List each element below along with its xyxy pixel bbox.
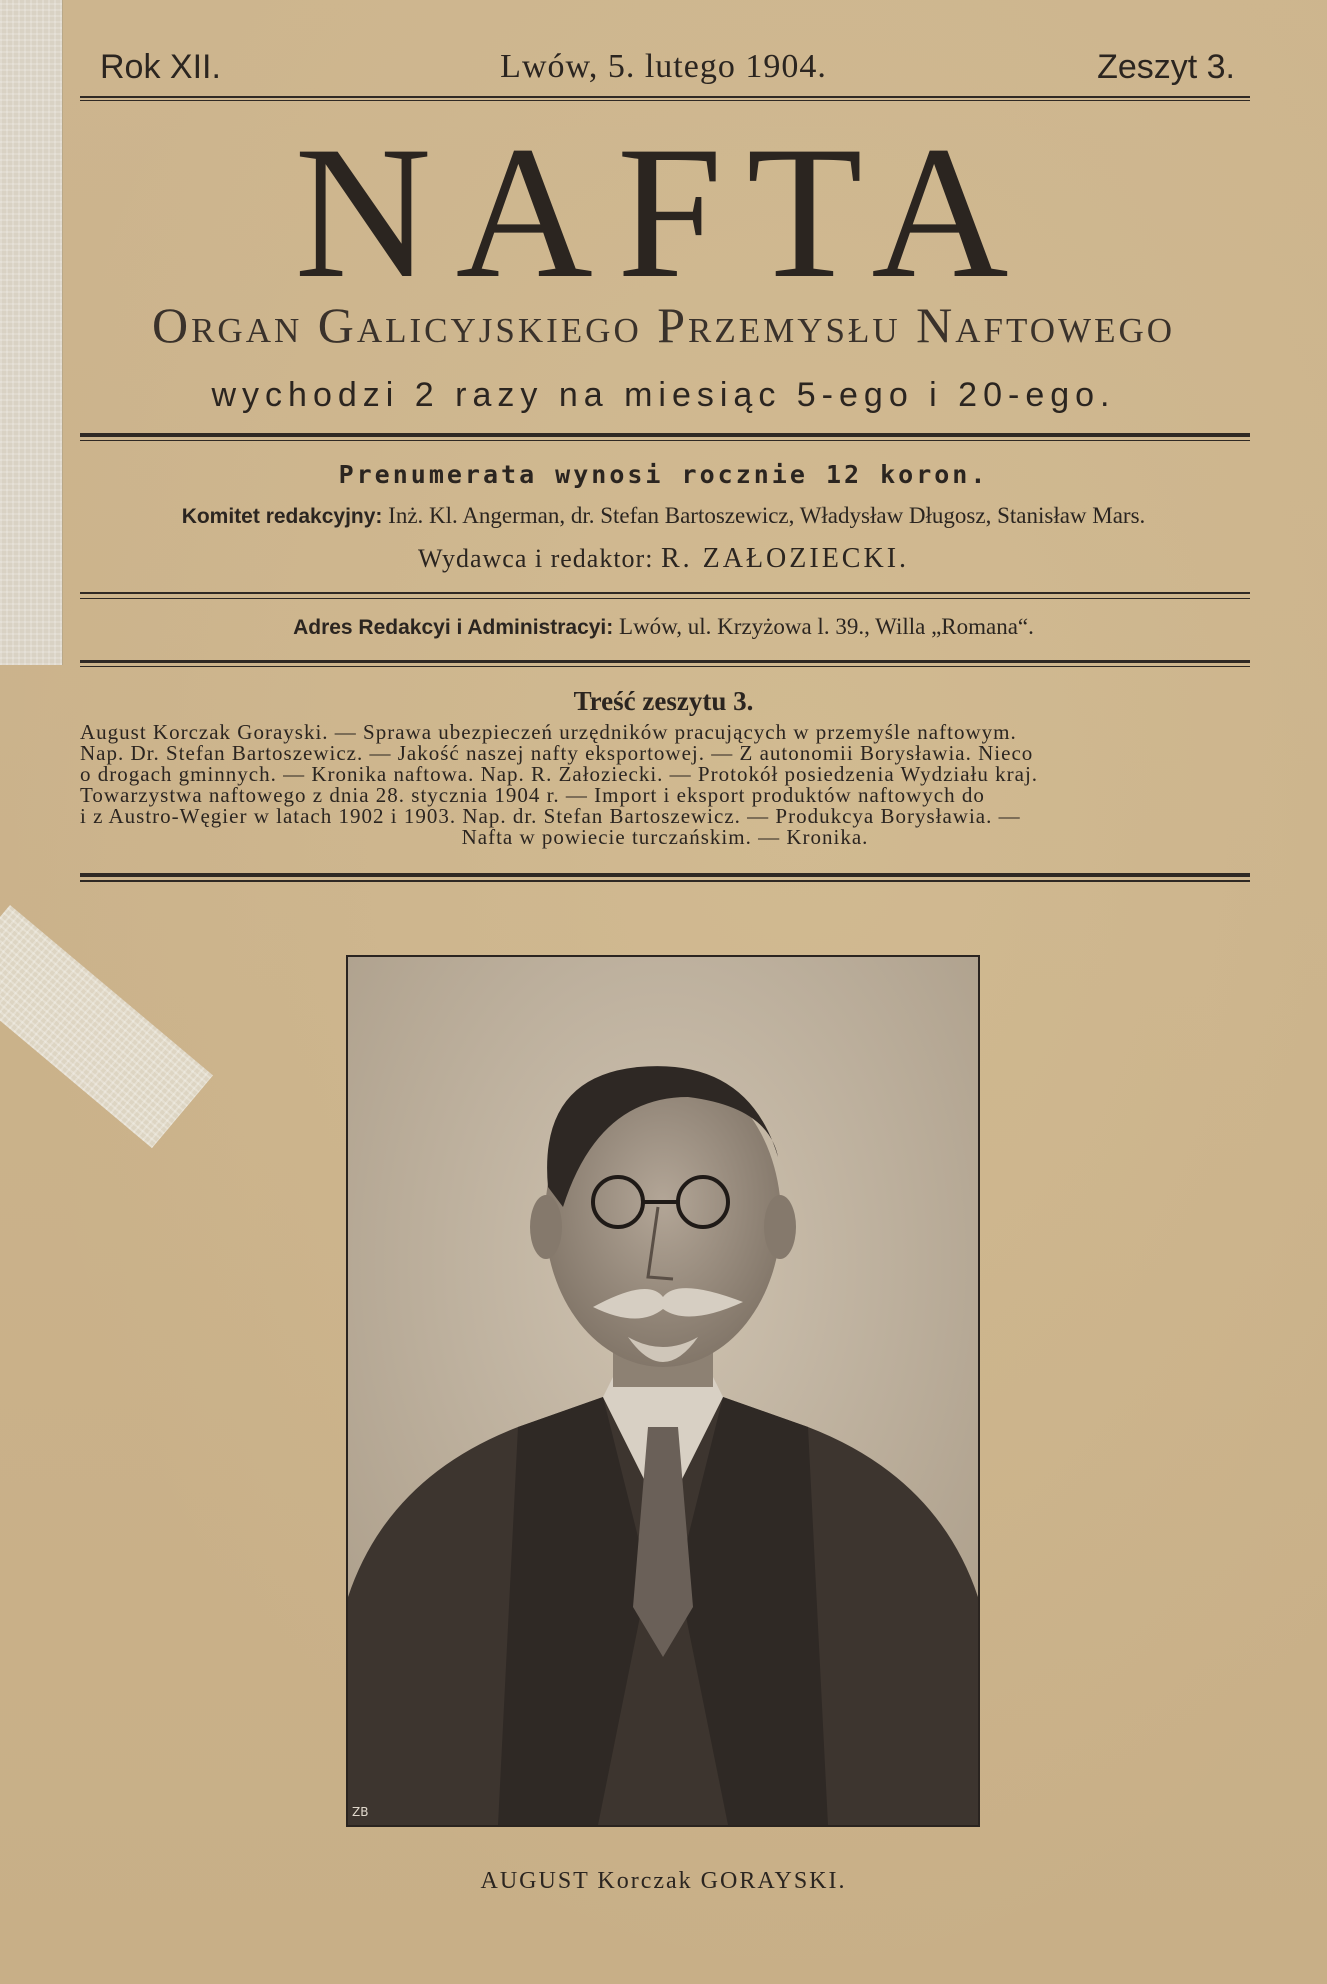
place-date: Lwów, 5. lutego 1904. — [500, 48, 827, 85]
issue-label: Zeszyt 3. — [1097, 48, 1235, 86]
publisher-label: Wydawca i redaktor: — [417, 544, 654, 573]
portrait-photo — [346, 955, 980, 1827]
masthead-title: NAFTA — [294, 108, 1033, 318]
publisher-name: R. ZAŁOZIECKI. — [660, 543, 910, 574]
contents-title: Treść zeszytu 3. — [573, 686, 754, 716]
volume-label: Rok XII. — [100, 48, 221, 86]
masthead-subtitle: Organ Galicyjskiego Przemysłu Naftowego — [151, 297, 1176, 353]
address-label: Adres Redakcyi i Administracyi: — [293, 616, 614, 639]
contents-line: August Korczak Gorayski. — Sprawa ubezpieczeń urzędników pracujących w przemyśle naftowym. — [80, 720, 1017, 744]
masthead-rule — [80, 433, 1250, 437]
publisher-rule-thin — [80, 598, 1250, 599]
masthead-rule-thin — [80, 440, 1250, 441]
contents-list — [80, 722, 1250, 848]
contents-line: o drogach gminnych. — Kronika naftowa. Nap. R. Załoziecki. — Protokół posiedzenia Wydziału kraj. — [80, 762, 1039, 786]
header-rule-thin — [80, 100, 1250, 101]
address-line — [0, 614, 1327, 640]
photographer-monogram: ZB — [352, 1805, 369, 1819]
committee-label: Komitet redakcyjny: — [181, 505, 383, 528]
publisher-rule — [80, 592, 1250, 594]
committee-line — [0, 503, 1327, 529]
publication-schedule: wychodzi 2 razy na miesiąc 5-ego i 20-ego. — [211, 376, 1116, 414]
contents-rule — [80, 873, 1250, 877]
contents-line: Nap. Dr. Stefan Bartoszewicz. — Jakość naszej nafty eksportowej. — Z autonomii Borysławia. Nieco — [80, 741, 1034, 765]
header-rule — [80, 96, 1250, 98]
tape-strip — [0, 905, 213, 1148]
contents-rule-thin — [80, 880, 1250, 882]
subscription-note: Prenumerata wynosi rocznie 12 koron. — [338, 460, 989, 489]
address-rule — [80, 660, 1250, 663]
committee-members: Inż. Kl. Angerman, dr. Stefan Bartoszewicz, Władysław Długosz, Stanisław Mars. — [388, 503, 1146, 528]
portrait-caption: AUGUST Korczak GORAYSKI. — [480, 1868, 847, 1894]
contents-line: Towarzystwa naftowego z dnia 28. stycznia 1904 r. — Import i eksport produktów naftowych do — [80, 783, 985, 807]
publisher-line — [0, 543, 1327, 575]
portrait-image — [348, 957, 978, 1825]
address-rule-thin — [80, 666, 1250, 667]
contents-line: i z Austro-Węgier w latach 1902 i 1903. Nap. dr. Stefan Bartoszewicz. — Produkcya Borysławia. — — [80, 804, 1021, 828]
contents-line: Nafta w powiecie turczańskim. — Kronika. — [461, 825, 869, 849]
address-value: Lwów, ul. Krzyżowa l. 39., Willa „Romana“. — [619, 614, 1034, 639]
